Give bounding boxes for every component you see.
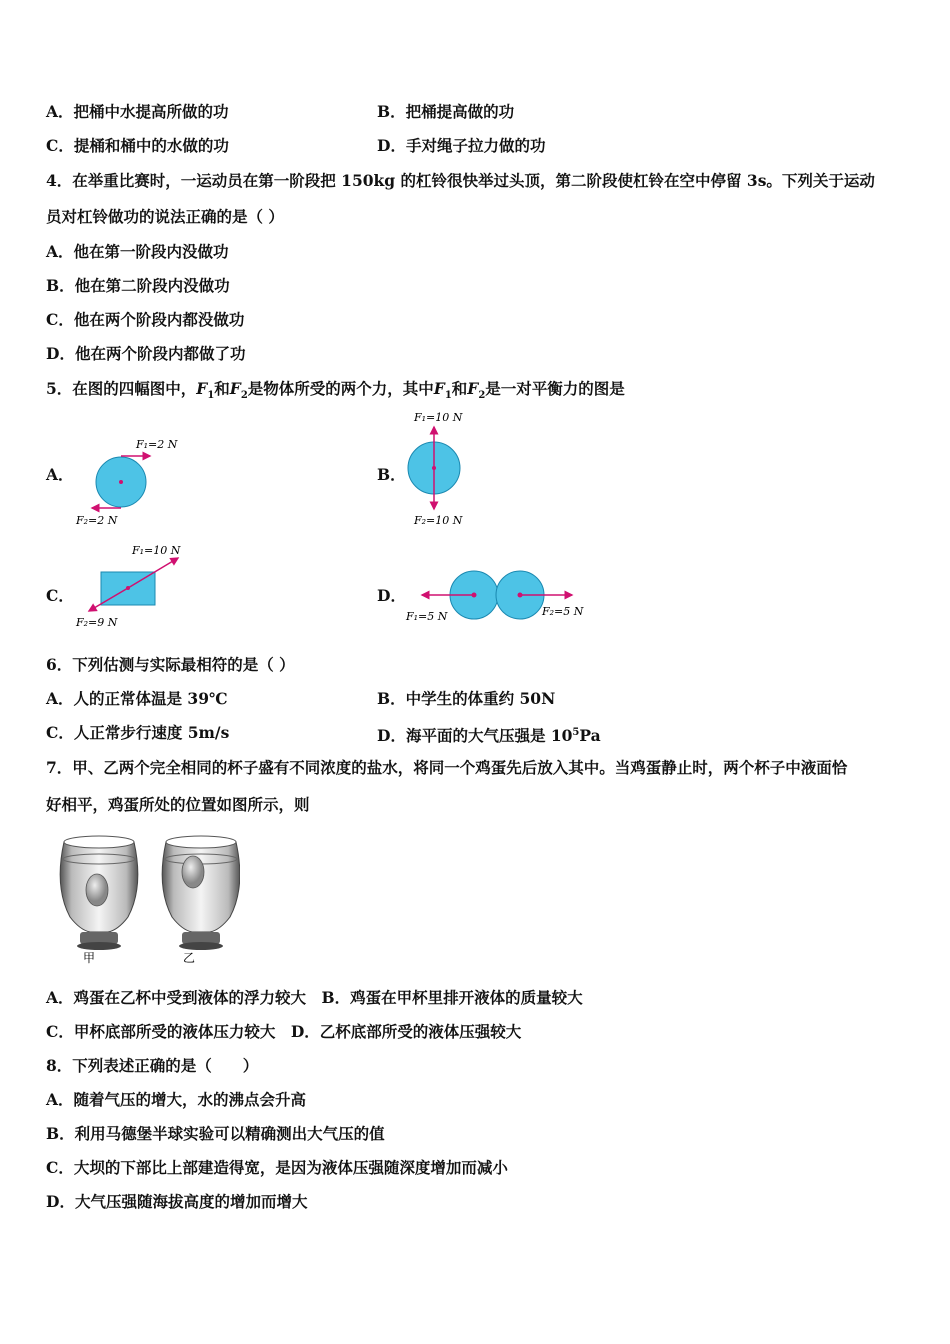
q7-stem-line2: 好相平，鸡蛋所处的位置如图所示，则: [46, 795, 310, 814]
q8-option-c: C．大坝的下部比上部建造得宽，是因为液体压强随深度增加而减小: [46, 1158, 508, 1177]
f2-label: F₂=10 N: [414, 514, 463, 527]
q4-option-d: D．他在两个阶段内都做了功: [46, 344, 246, 363]
q8-stem: 8．下列表述正确的是（ ）: [46, 1056, 259, 1075]
egg: [182, 856, 204, 888]
q5-stem: 5．在图的四幅图中，$F_1$和$F_2$是物体所受的两个力，其中$F_1$和$F_2$是一对平衡力的图是: [46, 379, 625, 402]
q5-figure-d: [402, 565, 592, 630]
q8-option-d: D．大气压强随海拔高度的增加而增大: [46, 1192, 308, 1211]
f2-label: F₂=9 N: [76, 616, 118, 629]
q7-cups-figure: [50, 832, 240, 967]
q3-option-c: C．提桶和桶中的水做的功: [46, 136, 229, 155]
f1-label: F₁=2 N: [136, 438, 178, 451]
q7-options-cd: C．甲杯底部所受的液体压力较大 D．乙杯底部所受的液体压强较大: [46, 1022, 522, 1041]
q7-stem-line1: 7．甲、乙两个完全相同的杯子盛有不同浓度的盐水，将同一个鸡蛋先后放入其中。当鸡蛋静止时，两个杯子中液面恰: [46, 758, 848, 777]
q6-option-b: B．中学生的体重约 50N: [377, 689, 556, 708]
q6-option-a: A．人的正常体温是 39℃: [46, 689, 228, 708]
q3-option-a: A．把桶中水提高所做的功: [46, 102, 229, 121]
q4-option-c: C．他在两个阶段内都没做功: [46, 310, 245, 329]
q8-option-b: B．利用马德堡半球实验可以精确测出大气压的值: [46, 1124, 385, 1143]
q5-option-c-label: C．: [46, 586, 74, 605]
f2-label: F₂=2 N: [76, 514, 118, 527]
q4-stem-line2: 员对杠铃做功的说法正确的是（ ）: [46, 207, 284, 226]
q6-stem: 6．下列估测与实际最相符的是（ ）: [46, 655, 295, 674]
q8-option-a: A．随着气压的增大，水的沸点会升高: [46, 1090, 307, 1109]
q4-option-a: A．他在第一阶段内没做功: [46, 242, 229, 261]
q4-stem-line1: 4．在举重比赛时，一运动员在第一阶段把 150kg 的杠铃很快举过头顶，第二阶段使杠铃在空中停留 3s。下列关于运动: [46, 171, 875, 190]
q5-figure-b: [395, 405, 485, 533]
f1-label: F₁=5 N: [406, 610, 448, 623]
q5-figure-c: [72, 541, 192, 631]
q5-option-a-label: A．: [46, 465, 74, 484]
q4-option-b: B．他在第二阶段内没做功: [46, 276, 230, 295]
q6-option-d: D．海平面的大气压强是 $10^5Pa$: [377, 726, 601, 746]
egg: [86, 874, 108, 906]
f2-label: F₂=5 N: [542, 605, 584, 618]
cup-label-jia: 甲: [83, 951, 96, 965]
q3-option-b: B．把桶提高做的功: [377, 102, 515, 121]
q7-options-ab: A．鸡蛋在乙杯中受到液体的浮力较大 B．鸡蛋在甲杯里排开液体的质量较大: [46, 988, 583, 1007]
q5-option-b-label: B．: [377, 465, 406, 484]
cup-jia: [60, 836, 138, 950]
f1-label: F₁=10 N: [132, 544, 181, 557]
q5-figure-a: [70, 432, 185, 532]
cup-yi: [162, 836, 240, 950]
q5-option-d-label: D．: [377, 586, 406, 605]
q6-option-c: C．人正常步行速度 5m/s: [46, 723, 230, 742]
cup-label-yi: 乙: [183, 951, 196, 965]
q3-option-d: D．手对绳子拉力做的功: [377, 136, 546, 155]
f1-label: F₁=10 N: [414, 411, 463, 424]
